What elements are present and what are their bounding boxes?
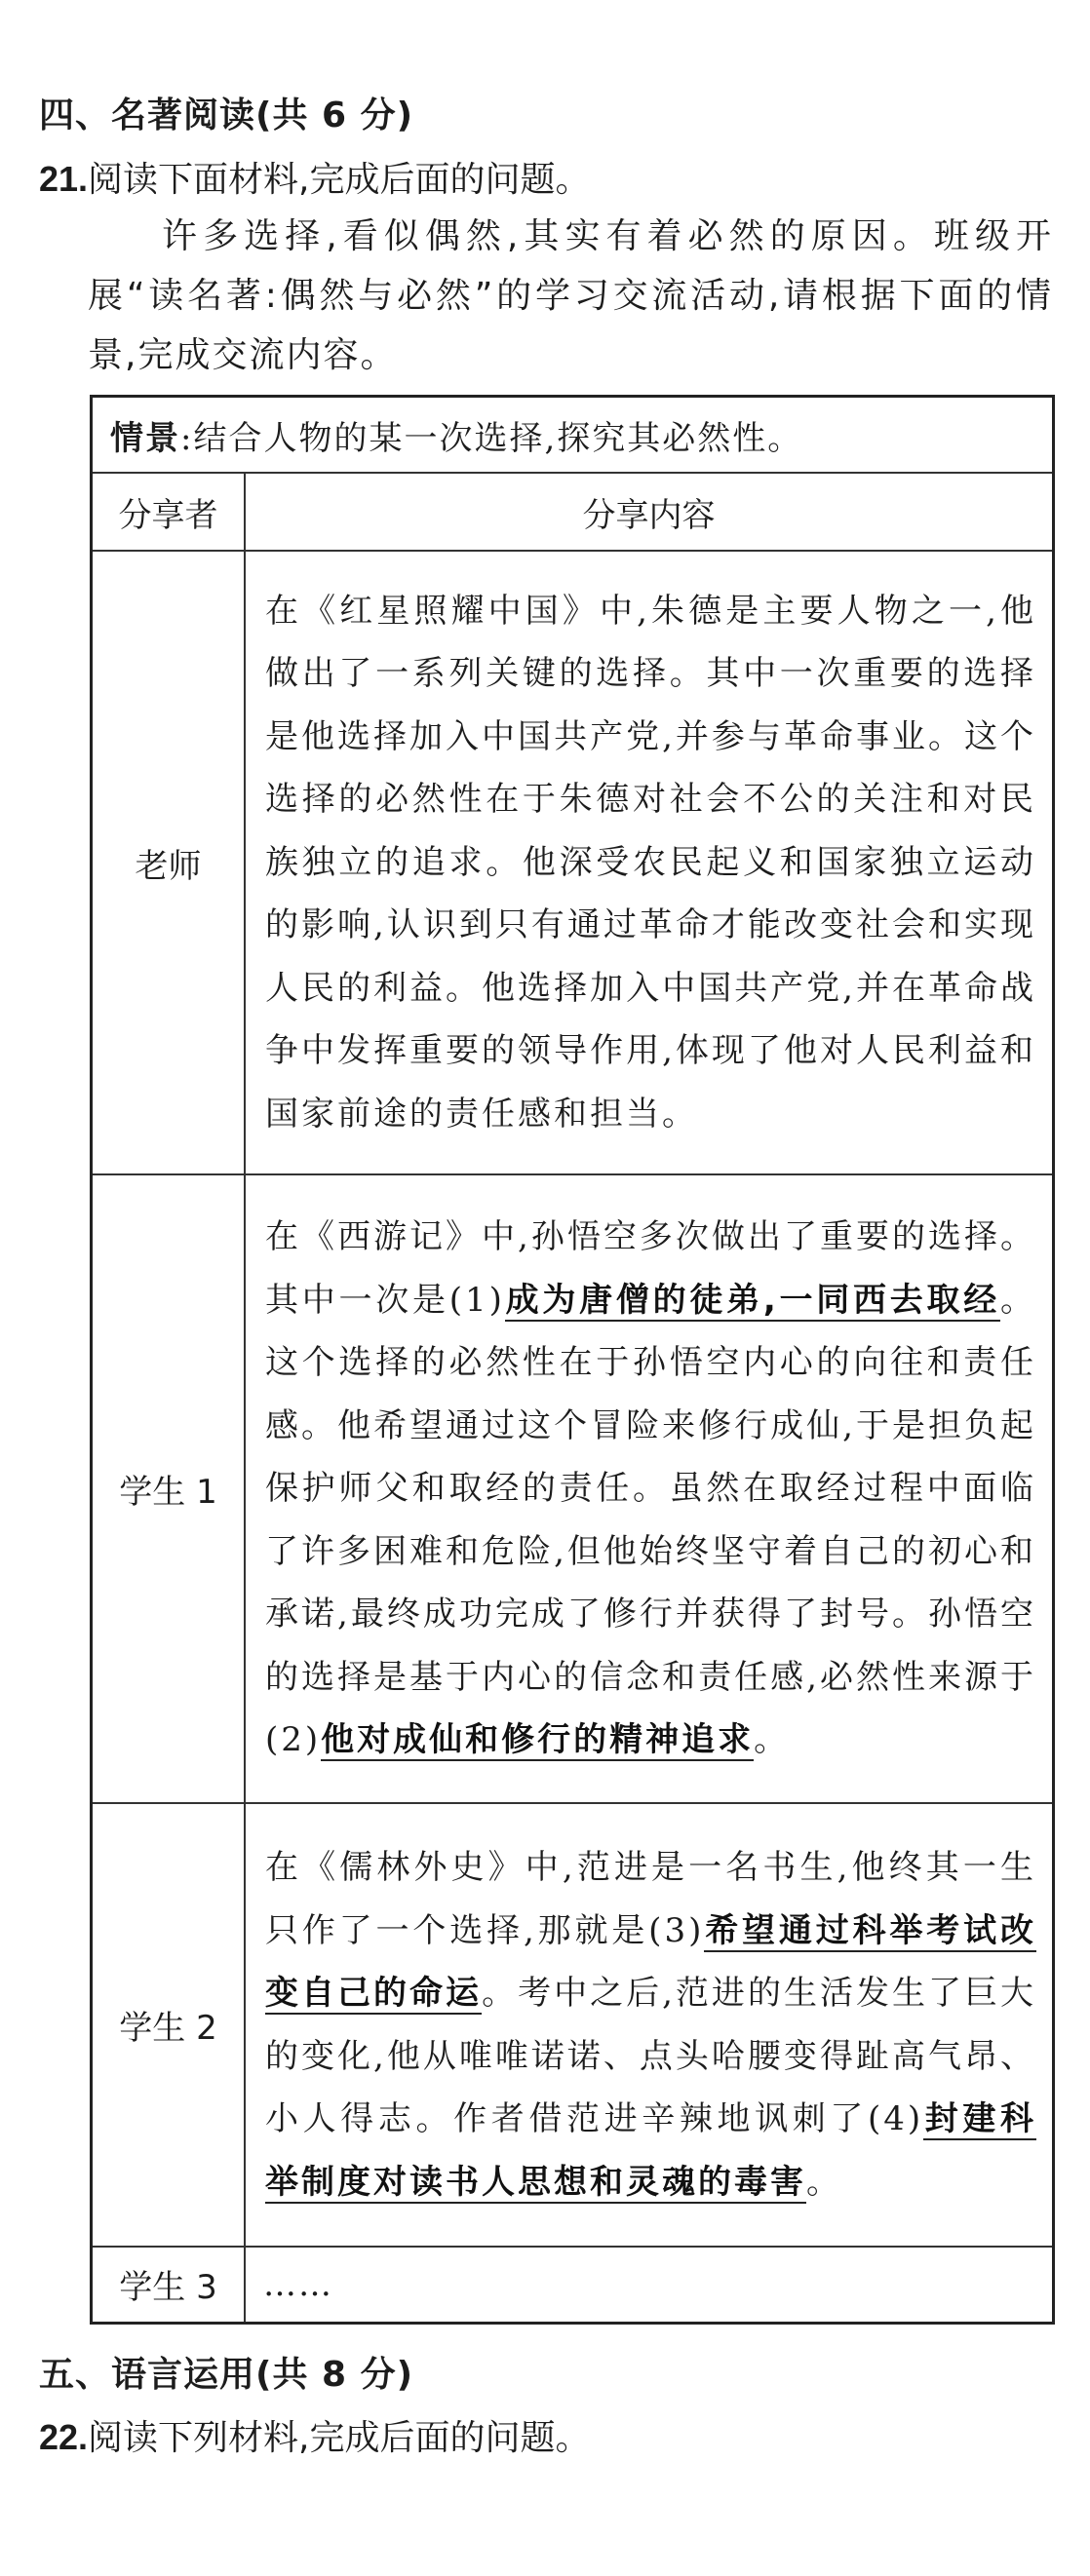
question-21-intro [88, 207, 1053, 385]
handwritten-answer-3: 希望通过科举考试改变自己的命运 [265, 1910, 1037, 2013]
sharer-cell: 学生 3 [92, 2247, 246, 2323]
header-content: 分享内容 [245, 473, 1054, 551]
section-4-title: 四、名著阅读(共 6 分) [39, 96, 414, 135]
section-5-title: 五、语言运用(共 8 分) [39, 2355, 414, 2395]
table-row-student-2 [92, 1803, 1054, 2247]
handwritten-answer-2: 他对成仙和修行的精神追求 [321, 1720, 755, 1760]
handwritten-answer-4: 封建科举制度对读书人思想和灵魂的毒害 [265, 2099, 1036, 2202]
scene-label: 情景 [110, 418, 180, 458]
table-row-student-1 [92, 1174, 1054, 1803]
content-cell: 在《儒林外史》中,范进是一名书生,他终其一生只作了一个选择,那就是(3)希望通过科举考试改变自己的命运。考中之后,范进的生活发生了巨大的变化,他从唯唯诺诺、点头哈腰变得趾高气昂、小人得志。作者借范进辛辣地讽刺了(4)封建科举制度对读书人思想和灵魂的毒害。 [245, 1803, 1054, 2247]
sharing-table [90, 395, 1055, 2325]
table-row-student-3 [92, 2247, 1054, 2323]
sharer-cell: 老师 [92, 551, 246, 1174]
content-cell: 在《红星照耀中国》中,朱德是主要人物之一,他做出了一系列关键的选择。其中一次重要的选择是他选择加入中国共产党,并参与革命事业。这个选择的必然性在于朱德对社会不公的关注和对民族独立的追求。他深受农民起义和国家独立运动的影响,认识到只有通过革命才能改变社会和实现人民的利益。他选择加入中国共产党,并在革命战争中发挥重要的领导作用,体现了他对人民利益和国家前途的责任感和担当。 [245, 551, 1054, 1174]
scene-cell [92, 397, 1054, 474]
header-sharer: 分享者 [92, 473, 246, 551]
sharer-cell: 学生 1 [92, 1174, 246, 1803]
question-22-prompt [39, 2410, 591, 2460]
intro-text: 许多选择,看似偶然,其实有着必然的原因。班级开展“读名著:偶然与必然”的学习交流活动,请根据下面的情景,完成交流内容。 [88, 216, 1053, 375]
question-21-number: 21. [39, 159, 89, 199]
question-22-text: 阅读下列材料,完成后面的问题。 [88, 2418, 591, 2458]
handwritten-answer-1: 成为唐僧的徒弟,一同西去取经 [504, 1280, 1000, 1320]
question-22-number: 22. [39, 2417, 89, 2457]
content-cell: 在《西游记》中,孙悟空多次做出了重要的选择。其中一次是(1)成为唐僧的徒弟,一同西去取经。这个选择的必然性在于孙悟空内心的向往和责任感。他希望通过这个冒险来修行成仙,于是担负起保护师父和取经的责任。虽然在取经过程中面临了许多困难和危险,但他始终坚守着自己的初心和承诺,最终成功完成了修行并获得了封号。孙悟空的选择是基于内心的信念和责任感,必然性来源于(2)他对成仙和修行的精神追求。 [245, 1174, 1054, 1803]
question-21-text: 阅读下面材料,完成后面的问题。 [88, 160, 591, 200]
table-row-teacher [92, 551, 1054, 1174]
question-21-prompt [39, 152, 591, 202]
scene-text: :结合人物的某一次选择,探究其必然性。 [180, 418, 803, 458]
scene-row [92, 397, 1054, 474]
content-cell: …… [245, 2247, 1054, 2323]
sharer-cell: 学生 2 [92, 1803, 246, 2247]
header-row [92, 473, 1054, 551]
